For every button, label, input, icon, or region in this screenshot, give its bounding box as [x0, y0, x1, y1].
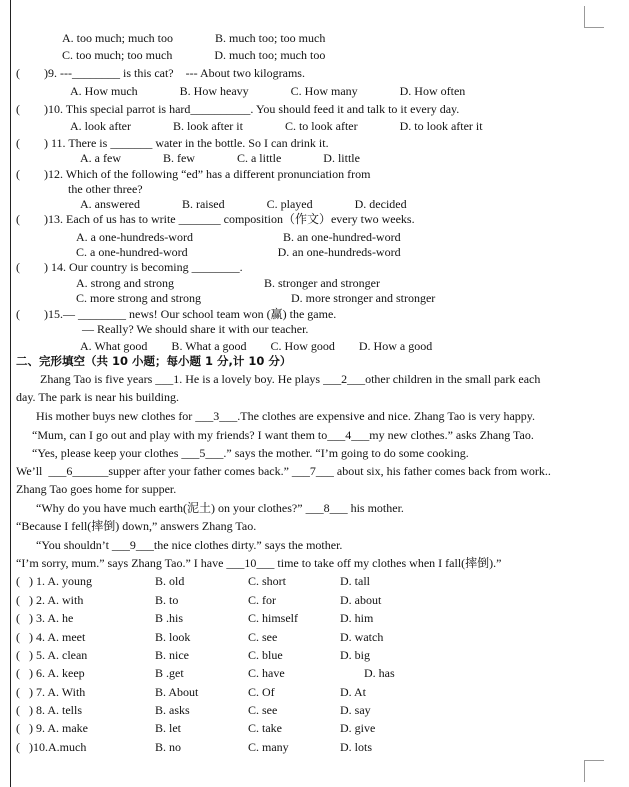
passage-line: day. The park is near his building.	[16, 390, 179, 404]
q14-options-cd: C. more strong and strong D. more stronger and stronger	[76, 291, 436, 305]
option-5: ( ) 5. A. clean	[16, 648, 88, 662]
option-8d: D. say	[340, 703, 371, 717]
q12-options: A. answered B. raised C. played D. decided	[80, 197, 407, 211]
option-9: ( ) 9. A. make	[16, 721, 88, 735]
left-margin-line	[10, 0, 11, 787]
passage-line: “You shouldn’t ___9___the nice clothes dirty.” says the mother.	[36, 538, 343, 552]
option-7c: C. Of	[248, 685, 275, 699]
q9-options: A. How much B. How heavy C. How many D. How often	[70, 84, 466, 98]
option-3: ( ) 3. A. he	[16, 611, 74, 625]
option-4c: C. see	[248, 630, 278, 644]
q13-options-cd: C. a one-hundred-word D. an one-hundreds-word	[76, 245, 401, 259]
option-1d: D. tall	[340, 574, 370, 588]
option-8b: B. asks	[155, 703, 190, 717]
passage-line: “Mum, can I go out and play with my friends? I want them to___4___my new clothes.” asks Zhang Tao.	[32, 428, 534, 442]
option-2d: D. about	[340, 593, 382, 607]
option-8c: C. see	[248, 703, 278, 717]
section-heading-cloze: 二、完形填空（共 10 小题；每小题 1 分,计 10 分）	[16, 354, 292, 368]
q8-options-ab: A. too much; much too B. much too; too much	[62, 31, 326, 45]
question-9: ( )9. ---________ is this cat? --- About two kilograms.	[16, 66, 305, 80]
option-5d: D. big	[340, 648, 370, 662]
option-8: ( ) 8. A. tells	[16, 703, 82, 717]
option-9b: B. let	[155, 721, 181, 735]
option-3c: C. himself	[248, 611, 298, 625]
q14-options-ab: A. strong and strong B. stronger and stronger	[76, 276, 380, 290]
option-6b: B .get	[155, 666, 184, 680]
option-7b: B. About	[155, 685, 199, 699]
passage-line: His mother buys new clothes for ___3___.The clothes are expensive and nice. Zhang Tao is very happy.	[36, 409, 536, 423]
q13-options-ab: A. a one-hundreds-word B. an one-hundred-word	[76, 230, 401, 244]
option-10d: D. lots	[340, 740, 373, 754]
option-2b: B. to	[155, 593, 179, 607]
option-4d: D. watch	[340, 630, 384, 644]
option-9c: C. take	[248, 721, 282, 735]
option-3b: B .his	[155, 611, 184, 625]
question-12-cont: the other three?	[68, 182, 143, 196]
option-1: ( ) 1. A. young	[16, 574, 92, 588]
passage-line: Zhang Tao is five years ___1. He is a lovely boy. He plays ___2___other children in the small park each	[40, 372, 541, 386]
option-10b: B. no	[155, 740, 182, 754]
passage-line: “Yes, please keep your clothes ___5___.” says the mother. “I’m going to do some cooking.	[32, 446, 469, 460]
option-6d: D. has	[364, 666, 395, 680]
option-1b: B. old	[155, 574, 185, 588]
option-5b: B. nice	[155, 648, 189, 662]
question-15: ( )15.— ________ news! Our school team won (赢) the game.	[16, 307, 337, 321]
question-14: ( ) 14. Our country is becoming ________.	[16, 260, 243, 274]
passage-line: “I’m sorry, mum.” says Zhang Tao.” I have ___10___ time to take off my clothes when I fall(摔倒).”	[16, 556, 502, 570]
page-corner-mark	[584, 760, 585, 782]
question-10: ( )10. This special parrot is hard__________. You should feed it and talk to it every day.	[16, 102, 460, 116]
question-11: ( ) 11. There is _______ water in the bottle. So I can drink it.	[16, 136, 329, 150]
q15-options: A. What good B. What a good C. How good D. How a good	[80, 339, 433, 353]
page-corner-mark	[584, 27, 604, 28]
passage-line: We’ll ___6______supper after your father comes back.” ___7___ about six, his father comes back from work..	[16, 464, 551, 478]
option-1c: C. short	[248, 574, 287, 588]
page-corner-mark	[584, 6, 585, 28]
option-5c: C. blue	[248, 648, 283, 662]
option-10: ( )10.A.much	[16, 740, 87, 754]
option-2: ( ) 2. A. with	[16, 593, 84, 607]
option-3d: D. him	[340, 611, 374, 625]
option-4b: B. look	[155, 630, 191, 644]
question-15-reply: — Really? We should share it with our teacher.	[82, 322, 309, 336]
question-13: ( )13. Each of us has to write _______ composition（作文）every two weeks.	[16, 212, 415, 226]
q11-options: A. a few B. few C. a little D. little	[80, 151, 360, 165]
option-7d: D. At	[340, 685, 367, 699]
passage-line: Zhang Tao goes home for supper.	[16, 482, 177, 496]
q8-options-cd: C. too much; too much D. much too; much too	[62, 48, 326, 62]
option-10c: C. many	[248, 740, 289, 754]
option-6c: C. have	[248, 666, 285, 680]
option-9d: D. give	[340, 721, 376, 735]
page-corner-mark	[584, 760, 604, 761]
option-2c: C. for	[248, 593, 276, 607]
passage-line: “Why do you have much earth(泥土) on your clothes?” ___8___ his mother.	[36, 501, 404, 515]
option-7: ( ) 7. A. With	[16, 685, 86, 699]
passage-line: “Because I fell(摔倒) down,” answers Zhang Tao.	[16, 519, 257, 533]
option-4: ( ) 4. A. meet	[16, 630, 86, 644]
question-12: ( )12. Which of the following “ed” has a different pronunciation from	[16, 167, 371, 181]
q10-options: A. look after B. look after it C. to look after D. to look after it	[70, 119, 483, 133]
option-6: ( ) 6. A. keep	[16, 666, 85, 680]
